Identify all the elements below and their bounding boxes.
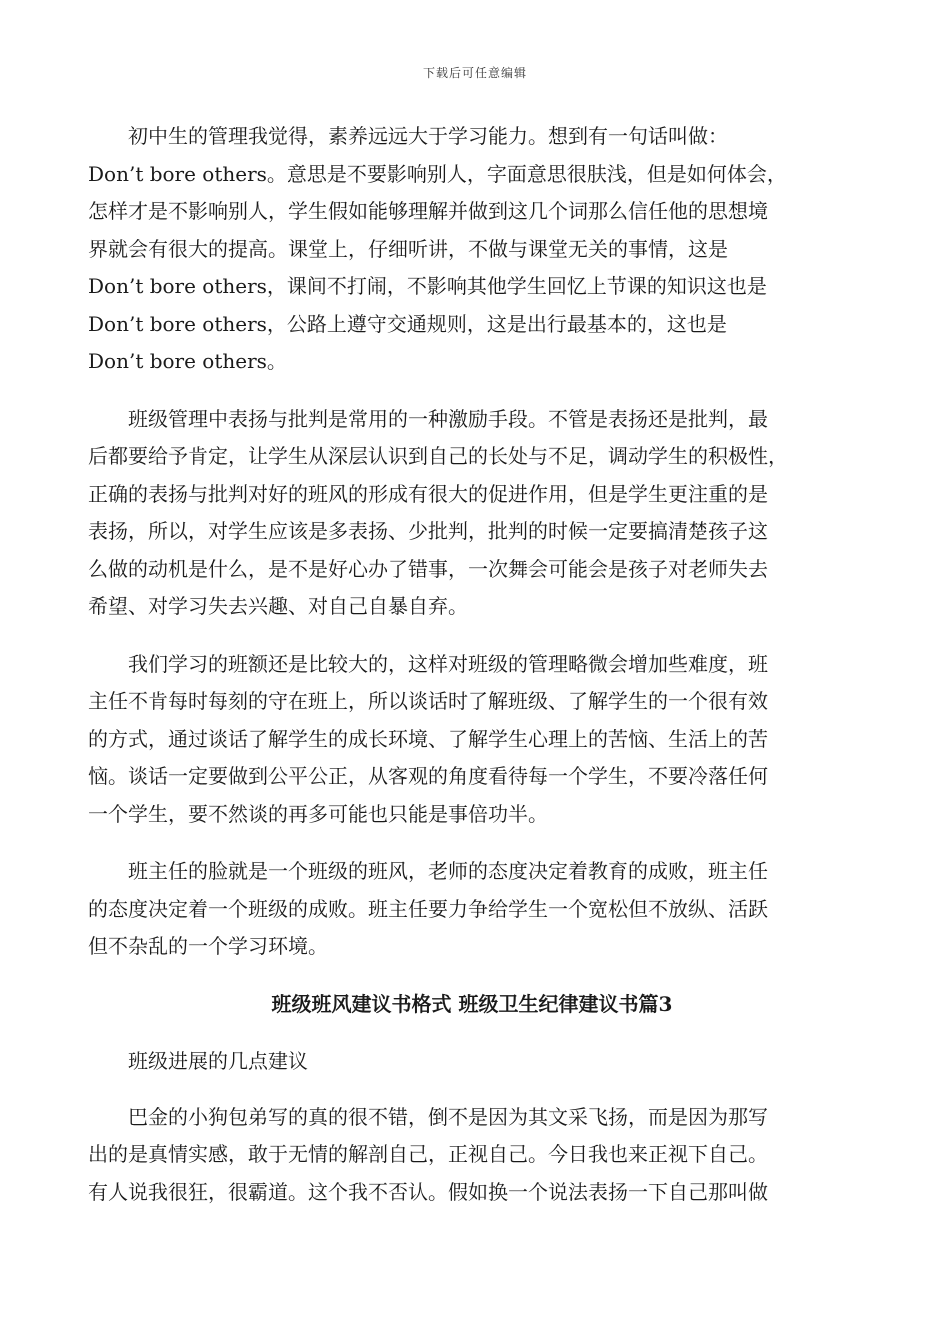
paragraph-1 [88, 118, 856, 381]
text-line: 恼。谈话一定要做到公平公正，从客观的角度看待每一个学生，不要冷落任何 [88, 764, 768, 788]
text-line: 的态度决定着一个班级的成败。班主任要力争给学生一个宽松但不放纵、活跃 [88, 896, 768, 921]
text-line: 但不杂乱的一个学习环境。 [88, 934, 328, 958]
text-line: 怎样才是不影响别人，学生假如能够理解并做到这几个词那么信任他的思想境 [88, 199, 768, 223]
text-line: Don’t bore others，课间不打闹，不影响其他学生回忆上节课的知识这也是 [88, 274, 767, 298]
paragraph-2 [88, 401, 856, 626]
paragraph-3 [88, 646, 856, 834]
paragraph-4 [88, 853, 856, 966]
text-line: 出的是真情实感，敢于无情的解剖自己，正视自己。今日我也来正视下自己。 [88, 1142, 768, 1166]
text-line: 巴金的小狗包弟写的真的很不错，倒不是因为其文采飞扬，而是因为那写 [128, 1104, 768, 1129]
text-line: 班级管理中表扬与批判是常用的一种激励手段。不管是表扬还是批判，最 [128, 406, 768, 431]
text-line: 后都要给予肯定，让学生从深层认识到自己的长处与不足，调动学生的积极性， [88, 444, 788, 468]
text-line: 我们学习的班额还是比较大的，这样对班级的管理略微会增加些难度，班 [128, 651, 768, 676]
text-line: 有人说我很狂，很霸道。这个我不否认。假如换一个说法表扬一下自己那叫做 [88, 1179, 768, 1204]
text-line: 班主任的脸就是一个班级的班风，老师的态度决定着教育的成败，班主任 [128, 859, 768, 883]
text-line: 的方式，通过谈话了解学生的成长环境、了解学生心理上的苦恼、生活上的苦 [88, 726, 768, 751]
paragraph-5 [88, 1099, 856, 1212]
section-subheading: 班级进展的几点建议 [128, 1049, 308, 1073]
text-line: Don’t bore others。意思是不要影响别人，字面意思很肤浅，但是如何体会， [88, 161, 787, 186]
text-line: 希望、对学习失去兴趣、对自己自暴自弃。 [88, 594, 468, 618]
text-line: Don’t bore others，公路上遵守交通规则，这是出行最基本的，这也是 [88, 311, 727, 336]
text-line: 表扬，所以，对学生应该是多表扬、少批判，批判的时候一定要搞清楚孩子这 [88, 519, 768, 543]
document-body [88, 118, 856, 1231]
text-line: 界就会有很大的提高。课堂上，仔细听讲，不做与课堂无关的事情，这是 [88, 236, 728, 261]
text-line: 正确的表扬与批判对好的班风的形成有很大的促进作用，但是学生更注重的是 [88, 481, 768, 506]
section-heading: 班级班风建议书格式 班级卫生纪律建议书篇3 [271, 991, 673, 1016]
text-line: 么做的动机是什么，是不是好心办了错事，一次舞会可能会是孩子对老师失去 [88, 556, 768, 581]
text-line: 一个学生，要不然谈的再多可能也只能是事倍功半。 [88, 801, 548, 826]
text-line: Don’t bore others。 [88, 349, 287, 373]
text-line: 初中生的管理我觉得，素养远远大于学习能力。想到有一句话叫做： [128, 124, 728, 148]
page-header: 下载后可任意编辑 [422, 66, 527, 80]
text-line: 主任不肯每时每刻的守在班上，所以谈话时了解班级、了解学生的一个很有效 [88, 689, 768, 713]
